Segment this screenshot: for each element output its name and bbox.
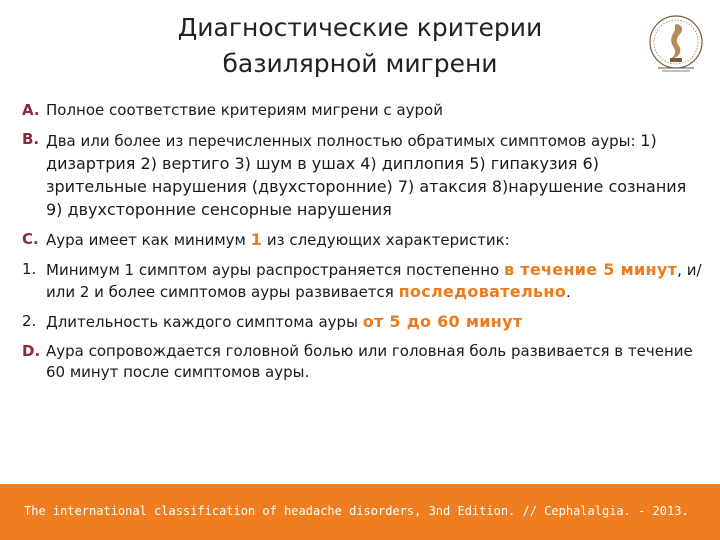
criterion-b-symptoms: 1) дизартрия 2) вертиго 3) шум в ушах 4) диплопия 5) гипакузия 6) зрительные нарушения (двухсторонние) 7) атаксия 8)нарушение сознания 9) двухсторонние сенсорные нарушения [46,131,687,219]
marker-b: B. [22,130,40,148]
criterion-c-1-middle: , и/или 2 и более симптомов ауры развивается [46,261,702,301]
criterion-c-1 [22,259,702,303]
slide-title [70,10,650,82]
criterion-c-1-before: Минимум 1 симптом ауры распространяется постепенно [46,261,504,279]
criterion-b [22,129,702,221]
criterion-c-2 [22,311,702,333]
criteria-list [22,100,702,391]
criterion-c-1-end: . [566,283,571,301]
criterion-d-text: Аура сопровождается головной болью или головная боль развивается в течение 60 минут после симптомов ауры. [46,342,693,381]
marker-c: C. [22,230,39,248]
criterion-c-2-highlight: от 5 до 60 минут [362,312,523,331]
marker-a: A. [22,101,40,119]
criterion-c-after: из следующих характеристик: [262,231,510,249]
criterion-d [22,341,702,383]
seal-logo-icon [646,14,706,76]
title-line-1: Диагностические критерии [177,13,543,42]
marker-c-2: 2. [22,312,37,330]
criterion-c-1-highlight-time: в течение 5 минут [503,260,678,279]
criterion-b-intro: Два или более из перечисленных полностью обратимых симптомов ауры: [46,132,641,150]
footer-bar [0,484,720,540]
footer-citation: The international classification of headache disorders, 3nd Edition. // Cephalalgia. - 2013. [24,504,689,518]
criterion-a-text: Полное соответствие критериям мигрени с аурой [46,101,443,119]
criterion-c-1-highlight-seq: последовательно [398,282,567,301]
criterion-c [22,229,702,251]
marker-c-1: 1. [22,260,37,278]
title-line-2: базилярной мигрени [222,49,498,78]
marker-d: D. [22,342,41,360]
criterion-c-2-before: Длительность каждого симптома ауры [46,313,363,331]
criterion-a [22,100,702,121]
criterion-c-highlight: 1 [250,230,263,249]
criterion-c-before: Аура имеет как минимум [46,231,251,249]
